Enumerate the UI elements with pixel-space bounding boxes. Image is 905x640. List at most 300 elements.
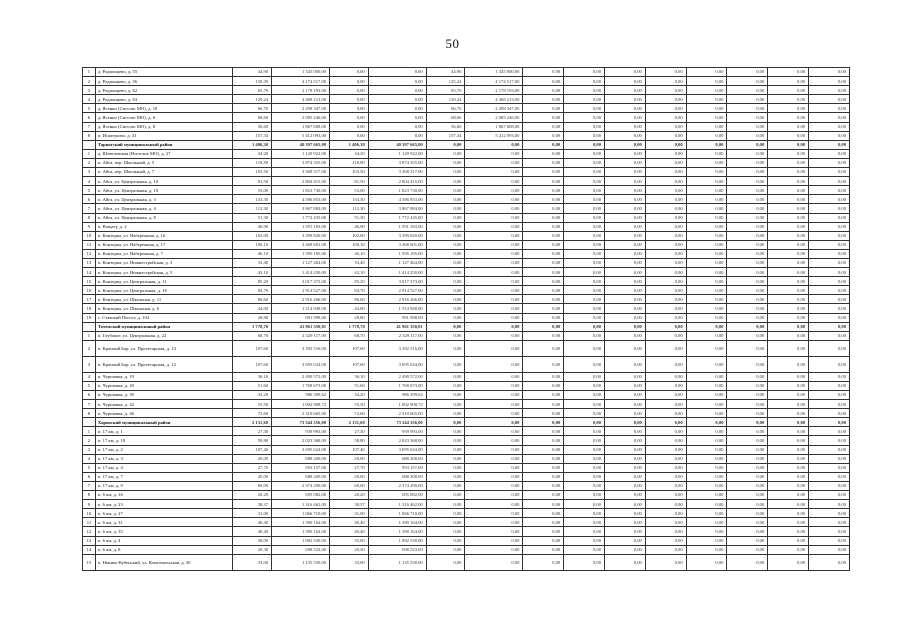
table-row [83, 536, 850, 545]
value-cell: 0,00 [564, 249, 605, 258]
value-cell: 133,30 [233, 195, 272, 204]
value-cell: 0,00 [645, 381, 686, 390]
value-cell: 0,00 [465, 195, 523, 204]
value-cell: 0,00 [523, 104, 564, 113]
value-cell: 0,00 [645, 249, 686, 258]
value-cell: 0,00 [523, 481, 564, 490]
value-cell: 0,00 [605, 77, 646, 86]
value-cell: 0,00 [686, 268, 727, 277]
value-cell: 40 397 665,00 [272, 140, 330, 149]
table-row [83, 195, 850, 204]
value-cell: 0,00 [768, 491, 809, 500]
value-cell: 81,50 [233, 177, 272, 186]
value-cell: 0,00 [768, 304, 809, 313]
value-cell: 0,00 [368, 113, 426, 122]
value-cell: 68,60 [233, 113, 272, 122]
value-cell: 0,00 [564, 322, 605, 331]
value-cell: 1 390 164,00 [368, 518, 426, 527]
value-cell: 0,00 [605, 249, 646, 258]
address-cell: п. 17 км, д. 1 [95, 427, 233, 436]
value-cell: 0,00 [523, 68, 564, 77]
value-cell: 0,00 [645, 131, 686, 140]
value-cell: 0,00 [564, 381, 605, 390]
value-cell: 0,00 [768, 481, 809, 490]
value-cell: 0,00 [768, 140, 809, 149]
value-cell: 0,00 [727, 536, 768, 545]
value-cell: 0,00 [809, 322, 850, 331]
value-cell: 0,00 [605, 95, 646, 104]
value-cell: 0,00 [523, 86, 564, 95]
value-cell: 0,00 [465, 554, 523, 570]
value-cell: 44,00 [330, 304, 369, 313]
address-cell: д. Шевелевская (Илезское МО), д. 27 [95, 149, 233, 158]
value-cell: 0,00 [523, 518, 564, 527]
value-cell: 0,00 [465, 295, 523, 304]
value-cell: 1 514 948,00 [368, 304, 426, 313]
value-cell: 46,90 [233, 222, 272, 231]
row-number: 3 [83, 445, 96, 454]
value-cell: 0,00 [426, 313, 465, 322]
value-cell: 1 135 530,00 [272, 554, 330, 570]
value-cell: 0,00 [564, 231, 605, 240]
value-cell: 0,00 [727, 186, 768, 195]
value-cell: 0,00 [426, 168, 465, 177]
table-row [83, 222, 850, 231]
table-row [83, 331, 850, 340]
value-cell: 0,00 [727, 527, 768, 536]
value-cell: 3 468 601,00 [368, 240, 426, 249]
page-number: 50 [445, 36, 460, 51]
value-cell: 81,50 [330, 177, 369, 186]
value-cell: 28,80 [233, 313, 272, 322]
value-cell: 33,00 [330, 554, 369, 570]
table-row [83, 95, 850, 104]
value-cell: 58,80 [330, 436, 369, 445]
value-cell: 0,00 [686, 77, 727, 86]
value-cell: 0,00 [465, 381, 523, 390]
value-cell: 20,00 [233, 472, 272, 481]
value-cell: 27,30 [330, 427, 369, 436]
table-row [83, 168, 850, 177]
value-cell: 44,90 [233, 68, 272, 77]
value-cell: 0,00 [523, 131, 564, 140]
value-cell: 0,00 [368, 131, 426, 140]
value-cell: 0,00 [605, 104, 646, 113]
value-cell: 46,10 [233, 249, 272, 258]
value-cell: 0,00 [426, 268, 465, 277]
value-cell: 0,00 [645, 140, 686, 149]
value-cell: 3 874 355,00 [368, 158, 426, 167]
value-cell: 0,00 [523, 77, 564, 86]
value-cell: 0,00 [727, 68, 768, 77]
value-cell: 0,00 [523, 222, 564, 231]
address-cell: п. Чуршовка, д. 20 [95, 381, 233, 390]
value-cell: 0,00 [564, 113, 605, 122]
value-cell: 0,00 [564, 340, 605, 356]
value-cell: 0,00 [645, 331, 686, 340]
value-cell: 0,00 [686, 340, 727, 356]
value-cell: 0,00 [605, 204, 646, 213]
value-cell: 0,00 [523, 372, 564, 381]
value-cell: 0,00 [809, 304, 850, 313]
value-cell: 0,00 [645, 372, 686, 381]
value-cell: 0,00 [465, 500, 523, 509]
value-cell: 0,00 [727, 409, 768, 418]
value-cell: 0,00 [727, 168, 768, 177]
value-cell: 3 695 634,00 [272, 356, 330, 372]
value-cell: 698 523,00 [368, 545, 426, 554]
value-cell: 2 374 290,00 [368, 481, 426, 490]
value-cell: 0,00 [809, 158, 850, 167]
value-cell: 46,90 [330, 222, 369, 231]
value-cell: 51,30 [330, 213, 369, 222]
value-cell: 0,00 [727, 104, 768, 113]
value-cell: 0,00 [727, 545, 768, 554]
value-cell: 34,20 [233, 149, 272, 158]
value-cell: 0,00 [564, 149, 605, 158]
value-cell: 0,00 [645, 500, 686, 509]
table-row [83, 286, 850, 295]
value-cell: 0,00 [809, 518, 850, 527]
value-cell: 0,00 [686, 518, 727, 527]
value-cell: 55,50 [330, 400, 369, 409]
value-cell: 0,00 [809, 68, 850, 77]
value-cell: 0,00 [465, 213, 523, 222]
value-cell: 0,00 [523, 304, 564, 313]
row-number: 8 [83, 131, 96, 140]
value-cell: 0,00 [768, 231, 809, 240]
value-cell: 0,00 [330, 86, 369, 95]
value-cell: 0,00 [465, 322, 523, 331]
value-cell: 0,00 [686, 222, 727, 231]
value-cell: 1 127 464,00 [272, 258, 330, 267]
value-cell: 0,00 [686, 491, 727, 500]
value-cell: 0,00 [686, 158, 727, 167]
value-cell: 0,00 [727, 86, 768, 95]
address-cell: п. Конторка, ул. Центральная, д. 11 [95, 277, 233, 286]
value-cell: 0,00 [605, 149, 646, 158]
value-cell: 73 344 356,00 [368, 418, 426, 427]
value-cell: 0,00 [523, 249, 564, 258]
value-cell: 0,00 [768, 177, 809, 186]
value-cell: 0,00 [564, 372, 605, 381]
value-cell: 0,00 [686, 295, 727, 304]
value-cell: 73 344 356,00 [272, 418, 330, 427]
value-cell: 0,00 [727, 195, 768, 204]
value-cell: 0,00 [727, 304, 768, 313]
value-cell: 0,00 [727, 140, 768, 149]
value-cell: 695 082,00 [272, 491, 330, 500]
value-cell: 0,00 [727, 436, 768, 445]
table-row [83, 249, 850, 258]
address-cell: п. 17 км, д. 2 [95, 445, 233, 454]
address-cell: п. Чуршовка, д. 39 [95, 391, 233, 400]
value-cell: 0,00 [523, 331, 564, 340]
value-cell: 0,00 [426, 372, 465, 381]
value-cell: 0,00 [686, 177, 727, 186]
row-number: 17 [83, 295, 96, 304]
value-cell: 69,00 [233, 481, 272, 490]
value-cell: 0,00 [809, 77, 850, 86]
value-cell: 0,00 [645, 445, 686, 454]
value-cell: 0,00 [645, 545, 686, 554]
value-cell: 0,00 [645, 258, 686, 267]
value-cell: 0,00 [645, 391, 686, 400]
value-cell: 0,00 [465, 545, 523, 554]
value-cell: 0,00 [465, 168, 523, 177]
value-cell: 0,00 [809, 249, 850, 258]
value-cell: 2 085 246,00 [465, 113, 523, 122]
value-cell: 0,00 [523, 204, 564, 213]
value-cell: 0,00 [564, 104, 605, 113]
value-cell: 31,00 [233, 509, 272, 518]
value-cell: 0,00 [645, 322, 686, 331]
value-cell: 0,00 [523, 454, 564, 463]
value-cell: 34,20 [233, 391, 272, 400]
value-cell: 0,00 [605, 381, 646, 390]
value-cell: 1 595 185,00 [272, 249, 330, 258]
row-number: 3 [83, 86, 96, 95]
value-cell: 2 914 527,00 [368, 286, 426, 295]
value-cell: 688 200,00 [368, 454, 426, 463]
value-cell: 0,00 [605, 258, 646, 267]
value-cell: 72,60 [233, 409, 272, 418]
value-cell: 107,60 [233, 340, 272, 356]
value-cell: 0,00 [605, 286, 646, 295]
value-cell: 0,00 [523, 113, 564, 122]
address-cell: п. Конторка, ул. Набережная, д. 17 [95, 240, 233, 249]
value-cell: 33,00 [233, 554, 272, 570]
value-cell: 0,00 [605, 454, 646, 463]
value-cell: 34,20 [330, 149, 369, 158]
value-cell: 1 002 908,72 [272, 400, 330, 409]
table-row [83, 295, 850, 304]
table-row [83, 454, 850, 463]
value-cell: 0,00 [465, 177, 523, 186]
value-cell: 0,00 [768, 295, 809, 304]
value-cell: 0,00 [809, 427, 850, 436]
value-cell: 0,00 [330, 113, 369, 122]
value-cell: 0,00 [465, 277, 523, 286]
value-cell: 0,00 [605, 340, 646, 356]
value-cell: 0,00 [426, 409, 465, 418]
value-cell: 68,60 [426, 113, 465, 122]
table-row [83, 340, 850, 356]
value-cell: 0,00 [426, 518, 465, 527]
value-cell: 0,00 [809, 554, 850, 570]
row-number: 3 [83, 168, 96, 177]
value-cell: 0,00 [465, 186, 523, 195]
value-cell: 46,10 [330, 249, 369, 258]
value-cell: 0,00 [768, 195, 809, 204]
value-cell: 0,00 [768, 381, 809, 390]
value-cell: 0,00 [686, 240, 727, 249]
value-cell: 0,00 [727, 391, 768, 400]
value-cell: 953 157,00 [368, 463, 426, 472]
value-cell: 0,00 [465, 240, 523, 249]
value-cell: 112,30 [330, 204, 369, 213]
row-number: 2 [83, 158, 96, 167]
value-cell: 0,00 [426, 436, 465, 445]
value-cell: 0,00 [686, 400, 727, 409]
value-cell: 2 310 665,00 [272, 409, 330, 418]
address-cell: п. Красный Бор, ул. Пролетарская, д. 13 [95, 340, 233, 356]
address-cell: п. Чуршовка, д. 42 [95, 400, 233, 409]
value-cell: 0,00 [523, 463, 564, 472]
value-cell: 0,00 [605, 445, 646, 454]
value-cell: 0,00 [768, 131, 809, 140]
value-cell: 1 823 730,00 [368, 186, 426, 195]
value-cell: 0,00 [564, 536, 605, 545]
value-cell: 0,00 [768, 545, 809, 554]
value-cell: 107,60 [233, 356, 272, 372]
value-cell: 0,00 [523, 268, 564, 277]
value-cell: 0,00 [645, 491, 686, 500]
value-cell: 4 586 853,00 [368, 195, 426, 204]
value-cell: 0,00 [426, 304, 465, 313]
value-cell: 3 392 516,00 [272, 340, 330, 356]
value-cell: 0,00 [727, 322, 768, 331]
value-cell: 27,30 [233, 427, 272, 436]
address-cell: д. Ясенно (Сиссовс МО), д. 6 [95, 113, 233, 122]
value-cell: 0,00 [465, 491, 523, 500]
row-number: 1 [83, 68, 96, 77]
value-cell: 58,80 [233, 436, 272, 445]
value-cell: 2 490 572,00 [272, 372, 330, 381]
row-number: 9 [83, 222, 96, 231]
value-cell: 0,00 [768, 409, 809, 418]
value-cell: 0,00 [605, 545, 646, 554]
value-cell: 55,50 [233, 400, 272, 409]
address-cell: п. 17 км, д. 4 [95, 463, 233, 472]
address-cell: п. Айга, пер. Школьный, д. 7 [95, 168, 233, 177]
value-cell: 2 023 368,00 [272, 436, 330, 445]
value-cell: 0,00 [605, 177, 646, 186]
value-cell: 0,00 [564, 168, 605, 177]
address-cell: п. Конторка, ул. Нижнестройская, д. 5 [95, 268, 233, 277]
value-cell: 0,00 [727, 213, 768, 222]
value-cell: 0,00 [645, 418, 686, 427]
value-cell: 0,00 [809, 186, 850, 195]
value-cell: 0,00 [465, 204, 523, 213]
value-cell: 0,00 [645, 356, 686, 372]
value-cell: 0,00 [768, 340, 809, 356]
value-cell: 0,00 [809, 481, 850, 490]
value-cell: 0,00 [330, 95, 369, 104]
value-cell: 0,00 [605, 195, 646, 204]
value-cell: 0,00 [686, 545, 727, 554]
value-cell: 0,00 [768, 286, 809, 295]
value-cell: 0,00 [809, 140, 850, 149]
value-cell: 51,30 [233, 213, 272, 222]
value-cell: 0,00 [727, 454, 768, 463]
value-cell: 4 468 213,00 [272, 95, 330, 104]
value-cell: 4 586 853,00 [272, 195, 330, 204]
value-cell: 0,00 [768, 331, 809, 340]
value-cell: 986 399,62 [272, 391, 330, 400]
value-cell: 0,00 [523, 356, 564, 372]
value-cell: 0,00 [686, 454, 727, 463]
value-cell: 0,00 [809, 536, 850, 545]
value-cell: 3 695 624,00 [272, 445, 330, 454]
address-cell: п. 6 км, д. 23 [95, 500, 233, 509]
value-cell: 0,00 [564, 158, 605, 167]
value-cell: 86,60 [233, 295, 272, 304]
value-cell: 0,00 [564, 258, 605, 267]
value-cell: 53,00 [330, 186, 369, 195]
value-cell: 688 200,00 [368, 472, 426, 481]
value-cell: 0,00 [605, 231, 646, 240]
value-cell: 1 345 000,00 [272, 68, 330, 77]
value-cell: 0,00 [686, 204, 727, 213]
row-number: 4 [83, 372, 96, 381]
value-cell: 0,00 [523, 545, 564, 554]
value-cell: 0,00 [605, 436, 646, 445]
value-cell: 102,00 [330, 231, 369, 240]
value-cell: 0,00 [465, 509, 523, 518]
value-cell: 20,00 [233, 454, 272, 463]
value-cell: 0,00 [809, 258, 850, 267]
value-cell: 0,00 [426, 400, 465, 409]
value-cell: 0,00 [564, 268, 605, 277]
value-cell: 0,00 [686, 322, 727, 331]
value-cell: 40 397 665,00 [368, 140, 426, 149]
value-cell: 66,70 [233, 104, 272, 113]
value-cell: 0,00 [426, 545, 465, 554]
value-cell: 0,00 [768, 95, 809, 104]
value-cell: 0,00 [426, 149, 465, 158]
value-cell: 0,00 [605, 131, 646, 140]
value-cell: 107,40 [233, 445, 272, 454]
value-cell: 0,00 [727, 427, 768, 436]
value-cell: 0,00 [523, 527, 564, 536]
value-cell: 0,00 [686, 409, 727, 418]
value-cell: 0,00 [768, 427, 809, 436]
value-cell: 0,00 [768, 204, 809, 213]
address-cell: с. Ставский Погост, д. 102 [95, 313, 233, 322]
value-cell: 0,00 [809, 277, 850, 286]
row-number: 7 [83, 481, 96, 490]
value-cell: 103,50 [330, 168, 369, 177]
district-subtotal-row [83, 322, 850, 331]
table-row [83, 131, 850, 140]
value-cell: 0,00 [645, 518, 686, 527]
value-cell: 0,00 [727, 518, 768, 527]
value-cell: 0,00 [523, 509, 564, 518]
value-cell: 0,00 [645, 304, 686, 313]
address-cell: п. 6 км, д. 16 [95, 491, 233, 500]
value-cell: 0,00 [727, 463, 768, 472]
address-cell: п. Глубокое, ул. Центральная, д. 22 [95, 331, 233, 340]
address-cell: п. Айга, ул. Центральная, д. 10 [95, 177, 233, 186]
value-cell: 0,00 [465, 140, 523, 149]
value-cell: 0,00 [465, 409, 523, 418]
value-cell: 1 591 183,00 [368, 222, 426, 231]
value-cell: 0,00 [426, 140, 465, 149]
value-cell: 0,00 [426, 204, 465, 213]
address-cell: п. Айга, ул. Центральная, д. 3 [95, 195, 233, 204]
address-cell: п. Конторка, ул. Школьная, д. 6 [95, 304, 233, 313]
value-cell: 0,00 [523, 149, 564, 158]
value-cell: 0,00 [727, 381, 768, 390]
value-cell: 0,00 [605, 527, 646, 536]
value-cell: 0,00 [768, 213, 809, 222]
value-cell: 0,00 [426, 240, 465, 249]
value-cell: 0,00 [727, 445, 768, 454]
value-cell: 0,00 [605, 304, 646, 313]
value-cell: 103,50 [233, 168, 272, 177]
value-cell: 991 998,00 [368, 313, 426, 322]
